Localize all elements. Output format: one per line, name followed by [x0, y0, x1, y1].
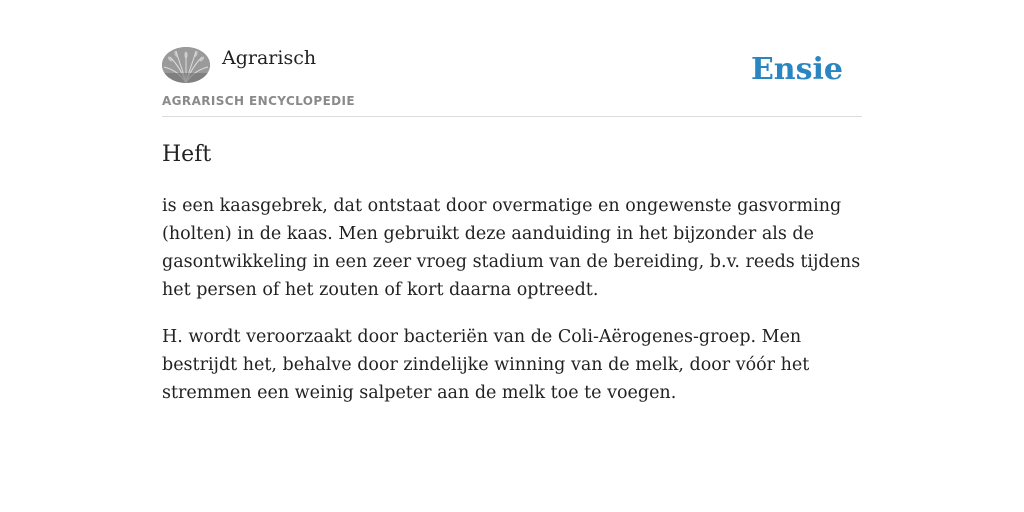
page-title: Heft [162, 142, 212, 167]
wheat-logo-icon[interactable] [162, 47, 210, 83]
brand-logo[interactable]: Ensie [750, 52, 843, 87]
article-paragraph: H. wordt veroorzaakt door bacteriën van de Coli-Aërogenes-groep. Men bestrijdt het, behalve door zindelijke winning van de melk, door vóór het stremmen een weinig salpeter aan de melk toe te voegen. [162, 327, 810, 403]
page-container [162, 0, 862, 403]
site-subtitle: AGRARISCH ENCYCLOPEDIE [162, 94, 355, 108]
header [162, 0, 862, 117]
article-paragraph: is een kaasgebrek, dat ontstaat door overmatige en ongewenste gasvorming (holten) in de kaas. Men gebruikt deze aanduiding in het bijzonder als de gasontwikkeling in een zeer vroeg stadium van de bereiding, b.v. reeds tijdens het persen of het zouten of kort daarna optreedt. [162, 196, 861, 300]
site-name[interactable]: Agrarisch [222, 47, 317, 69]
